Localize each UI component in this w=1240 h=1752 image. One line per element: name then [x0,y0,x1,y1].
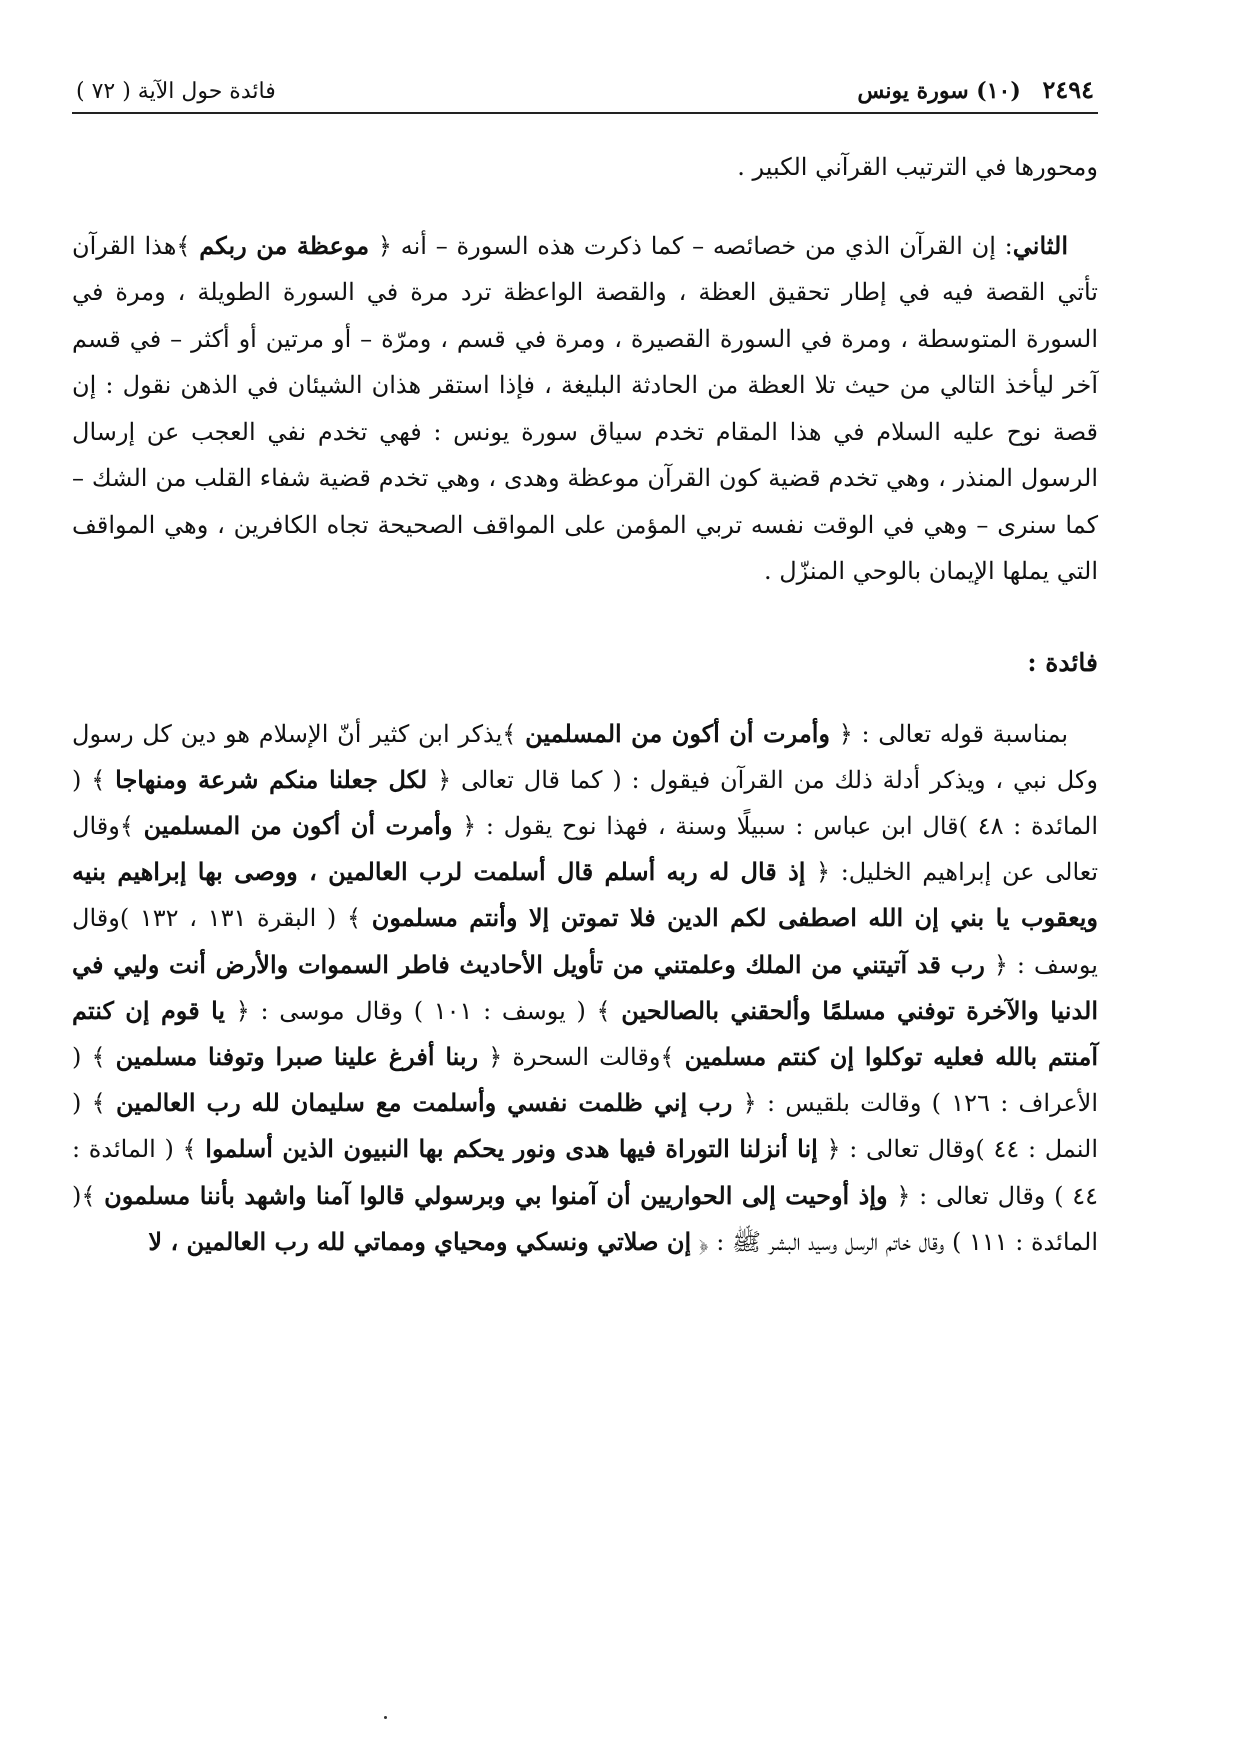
header-rule [72,112,1098,114]
quran-quote: وأمرت أن أكون من المسلمين [525,718,830,748]
section-heading: فائدة : [1027,647,1098,677]
paragraph-1: ومحورها في الترتيب القرآني الكبير . [737,153,1098,181]
paragraph-2-text-2: ﴾هذا القرآن تأتي القصة فيه في إطار تحقيق العظة ، والقصة الواعظة ترد مرة في السورة الطويلة ، ومرة في السورة المتوسطة ، ومرة في السورة القصيرة ، ومرة في قسم ، ومرّة – أو مرتين أو أكثر – في قسم آخر ليأخذ التالي من حيث تلا العظة من الحادثة البليغة ، فإذا استقر هذان الشيئان في الذهن نقول : إن قصة نوح عليه السلام في هذا المقام تخدم سياق سورة يونس : فهي تخدم نفي العجب عن إرسال الرسول المنذر ، وهي تخدم قضية كون القرآن موعظة وهدى ، وهي تخدم قضية شفاء القلب من الشك – كما سنرى – وهي في الوقت نفسه تربي المؤمن على المواقف الصحيحة تجاه الكافرين ، وهي المواقف التي يملها الإيمان بالوحي المنزّل . [72,231,1098,585]
paragraph-3 [72,711,1098,1265]
quran-quote: إنا أنزلنا التوراة فيها هدى ونور يحكم بها النبيون الذين أسلموا [205,1134,818,1164]
document-page [72,60,1098,1720]
surah-title: (١٠) سورة يونس [857,78,1021,104]
header-right [857,75,1094,104]
quran-quote: رب قد آتيتني من الملك وعلمتني من تأويل الأحاديث فاطر السموات والأرض أنت وليي في الدنيا والآخرة توفني مسلمًا وألحقني بالصالحين [72,949,1099,1025]
text-run: ﴾يذكر ابن كثير أنّ الإسلام هو دين كل رسول وكل نبي ، ويذكر أدلة ذلك من القرآن فيقول : ( كما قال تعالى ﴿ [72,719,1098,794]
paragraph-2 [72,223,1098,595]
text-run: ﴾وقال تعالى عن إبراهيم الخليل: ﴿ [72,811,1099,887]
quran-quote: رب إني ظلمت نفسي وأسلمت مع سليمان لله رب العالمين [115,1088,733,1118]
quran-quote: إن صلاتي ونسكي ومحياي ومماتي لله رب العالمين ، لا [148,1226,692,1256]
text-run: ﴾ ( النمل : ٤٤ )وقال تعالى : ﴿ [72,1089,1099,1164]
quran-quote: ربنا أفرغ علينا صبرا وتوفنا مسلمين [115,1041,479,1071]
text-run: ﴾ ( يوسف : ١٠١ ) وقال موسى : ﴿ [225,996,622,1025]
quran-quote: وأمرت أن أكون من المسلمين [143,810,453,840]
quran-quote: وإذ أوحيت إلى الحواريين أن آمنوا بي وبرسولي قالوا آمنا واشهد بأننا مسلمون [104,1180,888,1210]
quran-quote: يا قوم إن كنتم آمنتم بالله فعليه توكلوا إن كنتم مسلمين [72,995,1099,1071]
text-run: ﴾وقالت السحرة ﴿ [478,1042,685,1071]
quran-quote: إذ قال له ربه أسلم قال أسلمت لرب العالمين ، ووصى بها إبراهيم بنيه ويعقوب يا بني إن الله اصطفى لكم الدين فلا تموتن إلا وأنتم مسلمون [72,857,1098,933]
paragraph-2-text-1: : إن القرآن الذي من خصائصه – كما ذكرت هذه السورة – أنه ﴿ [369,231,1013,260]
running-header [72,60,1098,104]
scan-speck [384,1716,387,1719]
section-title: فائدة حول الآية ( ٧٢ ) [76,79,276,104]
text-run: ﴾ ( البقرة ١٣١ ، ١٣٢ )وقال يوسف : ﴿ [72,904,1098,979]
quran-quote: موعظة من ربكم [199,230,370,260]
text-run: بمناسبة قوله تعالى : ﴿ [829,719,1069,748]
text-run: ﴾ ( المائدة : ٤٨ )قال ابن عباس : سبيلًا وسنة ، فهذا نوح يقول : ﴿ [72,765,1098,840]
quran-quote: لكل جعلنا منكم شرعة ومنهاجا [115,764,428,794]
text-run: ﴾ ( الأعراف : ١٢٦ ) وقالت بلقيس : ﴿ [72,1042,1099,1118]
text-run: ﴾ ( المائدة : ٤٤ ) وقال تعالى : ﴿ [72,1135,1099,1210]
text-run: ﴾( المائدة : ١١١ ) وقال خاتم الرسل وسيد البشر ﷺ : ﴿ [72,1181,1098,1256]
paragraph-2-lead: الثاني [1012,230,1068,260]
page-number: ٢٤٩٤ [1042,75,1094,104]
